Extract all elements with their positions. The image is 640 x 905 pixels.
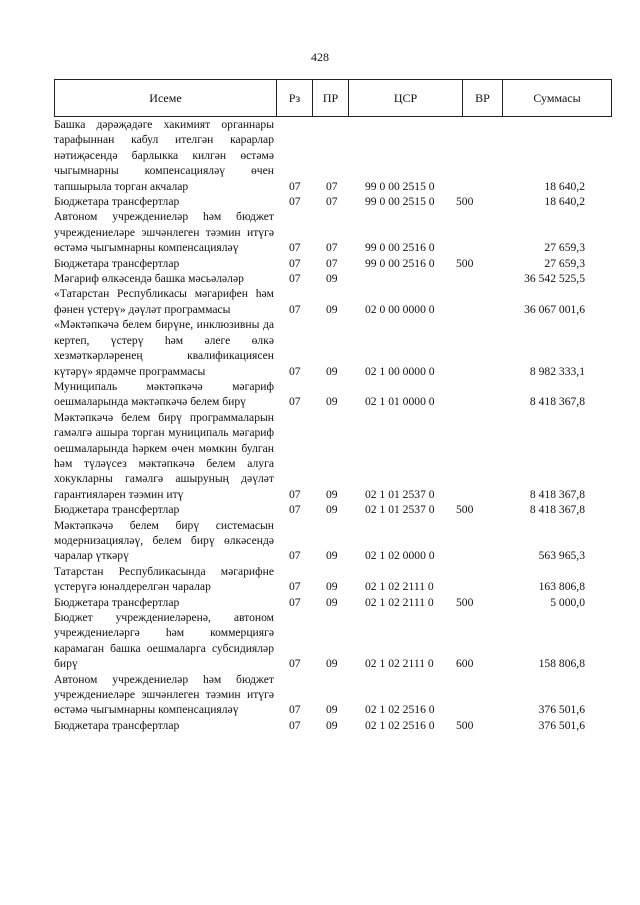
table-row	[54, 410, 612, 502]
row-pr: 09	[326, 395, 338, 409]
row-csr: 02 1 02 2111 0	[365, 595, 434, 609]
row-csr: 02 1 02 2111 0	[365, 580, 434, 594]
row-csr: 99 0 00 2515 0	[365, 179, 435, 193]
table-row	[54, 317, 612, 379]
row-pr: 09	[326, 503, 338, 517]
row-sum: 8 418 367,8	[529, 395, 585, 409]
table-row	[54, 379, 612, 410]
table-row	[54, 194, 612, 209]
row-name: Бюджет учреждениеләренә, автоном учреждениеләргә һәм коммерциягә карамаган башка оешмаларга субсидияләр бирү	[54, 611, 274, 671]
row-rz: 07	[289, 487, 301, 501]
row-name: Башка дәрәҗәдәге хакимият органнары тарафыннан кабул ителгән карарлар нәтиҗәсендә барлыкка килгән өстәмә чыгымнарны компенсацияләү өчен тапшырыла торган акчалар	[54, 118, 274, 193]
row-csr: 02 1 01 2537 0	[365, 503, 435, 517]
table-row	[54, 595, 612, 610]
row-csr: 02 1 02 0000 0	[365, 549, 435, 563]
row-pr: 09	[326, 549, 338, 563]
row-name: «Мәктәпкәчә белем бирүне, инклюзивны да кертеп, үстерү һәм әлеге өлкә хезмәткәрләренең квалификациясен күтәрү» ярдәмче программасы	[54, 318, 274, 378]
row-sum: 8 418 367,8	[529, 503, 585, 517]
row-rz: 07	[289, 580, 301, 594]
row-sum: 163 806,8	[538, 580, 585, 594]
row-vr: 600	[456, 657, 474, 671]
header-pr: ПР	[312, 80, 348, 116]
row-sum: 27 659,3	[544, 241, 585, 255]
page-number: 428	[311, 50, 329, 64]
row-pr: 07	[326, 256, 338, 270]
table-row	[54, 672, 612, 718]
row-name: Автоном учреждениеләр һәм бюджет учреждениеләре эшчәнлеген тәэмин итүгә өстәмә чыгымнарны компенсацияләү	[54, 672, 274, 717]
row-csr: 99 0 00 2515 0	[365, 195, 435, 209]
table-row	[54, 564, 612, 595]
row-sum: 376 501,6	[538, 718, 585, 732]
row-name: Бюджетара трансфертлар	[54, 595, 180, 609]
row-vr: 500	[456, 256, 474, 270]
table-row	[54, 610, 612, 672]
row-pr: 07	[326, 195, 338, 209]
row-rz: 07	[289, 272, 301, 286]
row-csr: 02 1 02 2516 0	[365, 703, 435, 717]
row-pr: 09	[326, 703, 338, 717]
table-row	[54, 209, 612, 255]
table-row	[54, 117, 612, 194]
row-rz: 07	[289, 195, 301, 209]
row-rz: 07	[289, 364, 301, 378]
row-vr: 500	[456, 503, 474, 517]
row-name: Мәктәпкәчә белем бирү системасын модернизацияләү, белем бирү өлкәсендә чаралар үткәрү	[54, 518, 274, 563]
row-sum: 18 640,2	[544, 179, 585, 193]
row-csr: 02 1 02 2516 0	[365, 718, 435, 732]
row-name: «Татарстан Республикасы мәгарифен һәм фәнен үстерү» дәүләт программасы	[54, 287, 274, 316]
header-csr: ЦСР	[348, 80, 462, 116]
row-rz: 07	[289, 595, 301, 609]
header-rz: Рз	[276, 80, 312, 116]
row-pr: 09	[326, 364, 338, 378]
row-csr: 02 1 01 0000 0	[365, 395, 435, 409]
row-name: Муниципаль мәктәпкәчә мәгариф оешмаларында мәктәпкәчә белем бирү	[54, 379, 274, 409]
header-vr: ВР	[462, 80, 502, 116]
row-csr: 02 1 01 2537 0	[365, 487, 435, 501]
row-csr: 02 1 00 0000 0	[365, 364, 435, 378]
header-sum: Суммасы	[502, 80, 611, 116]
row-sum: 27 659,3	[544, 256, 585, 270]
row-sum: 563 965,3	[538, 549, 585, 563]
row-rz: 07	[289, 256, 301, 270]
row-sum: 18 640,2	[544, 195, 585, 209]
row-pr: 09	[326, 718, 338, 732]
row-csr: 02 0 00 0000 0	[365, 302, 435, 316]
table-header	[54, 79, 612, 117]
row-rz: 07	[289, 179, 301, 193]
row-pr: 07	[326, 179, 338, 193]
row-pr: 09	[326, 272, 338, 286]
row-sum: 36 067 001,6	[524, 302, 585, 316]
row-vr: 500	[456, 718, 474, 732]
row-sum: 376 501,6	[538, 703, 585, 717]
row-sum: 8 982 333,1	[529, 364, 585, 378]
row-name: Бюджетара трансфертлар	[54, 503, 180, 517]
row-name: Татарстан Республикасында мәгарифне үстерүгә юнәлдерелгән чаралар	[54, 564, 274, 594]
row-name: Бюджетара трансфертлар	[54, 256, 180, 270]
row-rz: 07	[289, 703, 301, 717]
header-name: Исеме	[149, 90, 182, 105]
row-name: Бюджетара трансфертлар	[54, 718, 180, 732]
table-row	[54, 502, 612, 517]
row-pr: 09	[326, 302, 338, 316]
row-pr: 09	[326, 595, 338, 609]
row-rz: 07	[289, 549, 301, 563]
row-rz: 07	[289, 241, 301, 255]
table-row	[54, 271, 612, 286]
row-vr: 500	[456, 595, 474, 609]
row-rz: 07	[289, 718, 301, 732]
row-sum: 158 806,8	[538, 657, 585, 671]
table-row	[54, 256, 612, 271]
row-rz: 07	[289, 657, 301, 671]
row-name: Бюджетара трансфертлар	[54, 195, 180, 209]
row-pr: 09	[326, 487, 338, 501]
row-name: Автоном учреждениеләр һәм бюджет учреждениеләре эшчәнлеген тәэмин итүгә өстәмә чыгымнарны компенсацияләү	[54, 210, 274, 255]
table-body	[54, 117, 612, 733]
row-pr: 09	[326, 657, 338, 671]
row-rz: 07	[289, 395, 301, 409]
row-vr: 500	[456, 195, 474, 209]
row-csr: 99 0 00 2516 0	[365, 241, 435, 255]
row-rz: 07	[289, 503, 301, 517]
table-row	[54, 286, 612, 317]
row-sum: 8 418 367,8	[529, 487, 585, 501]
row-name: Мәктәпкәчә белем бирү программаларын гамәлгә ашыра торган муниципаль мәгариф оешмаларында һәркем өчен мөмкин булган һәм түләүсез мәктәпкәчә белем алуга хокукларны гамәлгә ашыруның дәүләт гарантияләрен тәэмин итү	[54, 410, 274, 501]
table-row	[54, 518, 612, 564]
row-pr: 09	[326, 580, 338, 594]
row-sum: 5 000,0	[550, 595, 585, 609]
row-sum: 36 542 525,5	[524, 272, 585, 286]
row-rz: 07	[289, 302, 301, 316]
row-csr: 99 0 00 2516 0	[365, 256, 435, 270]
table-row	[54, 718, 612, 733]
row-csr: 02 1 02 2111 0	[365, 657, 434, 671]
row-name: Мәгариф өлкәсендә башка мәсьәләләр	[54, 272, 244, 286]
row-pr: 07	[326, 241, 338, 255]
